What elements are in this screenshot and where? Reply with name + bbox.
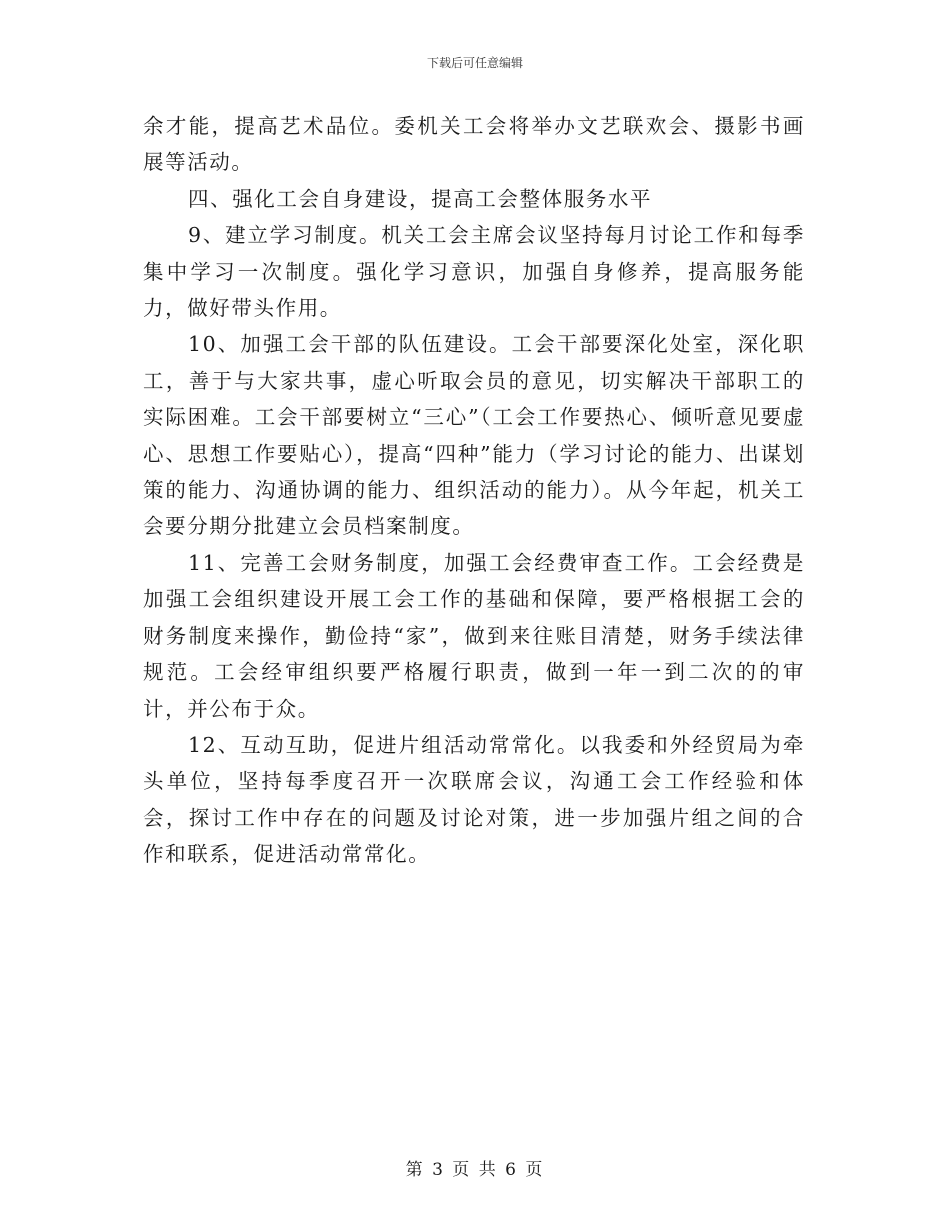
paragraph-item-12: 12、互动互助，促进片组活动常常化。以我委和外经贸局为牵头单位，坚持每季度召开一次联席会议，沟通工会工作经验和体会，探讨工作中存在的问题及讨论对策，进一步加强片组之间的合作和联系，促进活动常常化。 (143, 732, 805, 867)
paragraph-continuation: 余才能，提高艺术品位。委机关工会将举办文艺联欢会、摄影书画展等活动。 (143, 114, 805, 175)
page-number-footer: 第 3 页 共 6 页 (405, 1160, 545, 1180)
header-note: 下载后可任意编辑 (426, 56, 523, 70)
section-heading-four: 四、强化工会自身建设，提高工会整体服务水平 (188, 186, 653, 211)
paragraph-item-11: 11、完善工会财务制度，加强工会经费审查工作。工会经费是加强工会组织建设开展工会工作的基础和保障，要严格根据工会的财务制度来操作，勤俭持“家”，做到来往账目清楚，财务手续法律规范。工会经审组织要严格履行职责，做到一年一到二次的的审计，并公布于众。 (143, 550, 805, 721)
document-body (143, 108, 805, 873)
paragraph-item-10: 10、加强工会干部的队伍建设。工会干部要深化处室，深化职工，善于与大家共事，虚心听取会员的意见，切实解决干部职工的实际困难。工会干部要树立“三心”（工会工作要热心、倾听意见要虚心、思想工作要贴心），提高“四种”能力（学习讨论的能力、出谋划策的能力、沟通协调的能力、组织活动的能力）。从今年起，机关工会要分期分批建立会员档案制度。 (143, 332, 805, 539)
paragraph-item-9: 9、建立学习制度。机关工会主席会议坚持每月讨论工作和每季集中学习一次制度。强化学习意识，加强自身修养，提高服务能力，做好带头作用。 (143, 223, 805, 321)
